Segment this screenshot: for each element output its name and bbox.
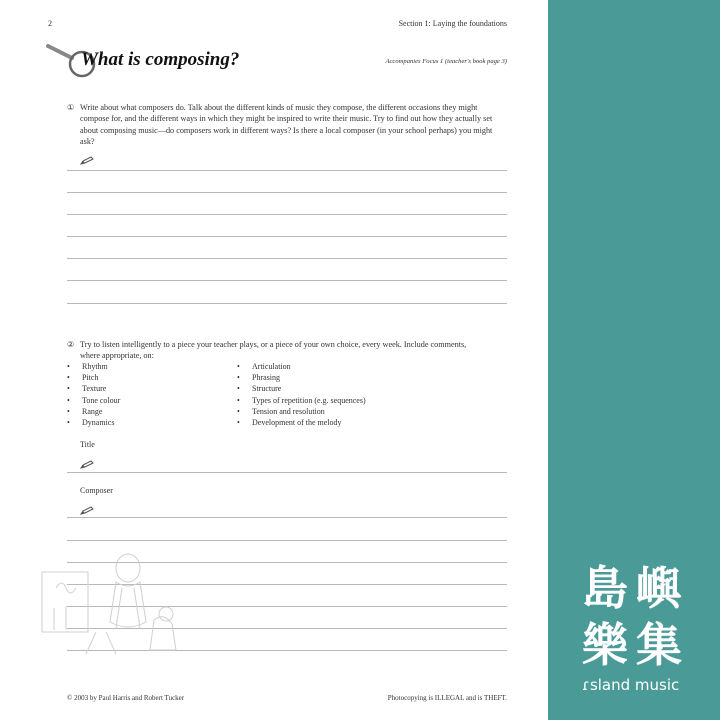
- pencil-icon: [80, 156, 94, 166]
- composer-illustration: [36, 548, 196, 658]
- list-item: • Texture: [67, 383, 120, 394]
- list-item: • Range: [67, 406, 120, 417]
- copyright-notice: © 2003 by Paul Harris and Robert Tucker: [67, 694, 185, 702]
- composer-answer-line[interactable]: [67, 517, 507, 518]
- accompanies-note: Accompanies Focus 1 (teacher's book page 3): [385, 58, 507, 65]
- list-item: • Pitch: [67, 372, 120, 383]
- brand-char: 島: [582, 561, 628, 615]
- title-answer-line[interactable]: [67, 472, 507, 473]
- list-item: • Phrasing: [237, 372, 366, 383]
- listening-list-right: [237, 361, 366, 428]
- list-item: • Dynamics: [67, 417, 120, 428]
- list-item: • Types of repetition (e.g. sequences): [237, 395, 366, 406]
- answer-line[interactable]: [67, 170, 507, 171]
- list-item: • Tone colour: [67, 395, 120, 406]
- answer-line[interactable]: [67, 258, 507, 259]
- heading-text: What is composing?: [81, 49, 240, 70]
- brand-subtitle: ɾsland music: [582, 676, 680, 694]
- answer-line[interactable]: [67, 192, 507, 193]
- question2-number: ②: [67, 340, 75, 349]
- brand-char: 樂: [582, 618, 628, 672]
- page-number: 2: [48, 19, 52, 28]
- list-item: • Development of the melody: [237, 417, 366, 428]
- photocopy-warning: Photocopying is ILLEGAL and is THEFT.: [387, 694, 507, 702]
- list-item: • Structure: [237, 383, 366, 394]
- answer-line[interactable]: [67, 540, 507, 541]
- brand-char: 集: [636, 618, 682, 672]
- title-label: Title: [80, 440, 95, 449]
- answer-line[interactable]: [67, 303, 507, 304]
- brand-panel: [548, 0, 720, 720]
- list-item: • Articulation: [237, 361, 366, 372]
- page-heading: [81, 49, 239, 71]
- answer-line[interactable]: [67, 214, 507, 215]
- answer-line[interactable]: [67, 280, 507, 281]
- question2-text: Try to listen intelligently to a piece your teacher plays, or a piece of your own choice, every week. Include comments, where appropriate, on:: [80, 340, 467, 361]
- list-item: • Rhythm: [67, 361, 120, 372]
- pencil-icon: [80, 506, 94, 516]
- question1-number: ①: [67, 103, 75, 112]
- section-title: Section 1: Laying the foundations: [398, 19, 507, 28]
- question1-text: Write about what composers do. Talk about the different kinds of music they compose, the different occasions they might compose for, and the different ways in which they might be inspired to write their music. Try to find out how they actually set about composing music—do composers work in different ways? Is there a local composer (in your school perhaps) you might ask?: [80, 103, 493, 147]
- listening-list-left: [67, 361, 120, 428]
- answer-line[interactable]: [67, 236, 507, 237]
- brand-char: 嶼: [636, 561, 682, 615]
- list-item: • Tension and resolution: [237, 406, 366, 417]
- pencil-icon: [80, 460, 94, 470]
- composer-label: Composer: [80, 486, 113, 495]
